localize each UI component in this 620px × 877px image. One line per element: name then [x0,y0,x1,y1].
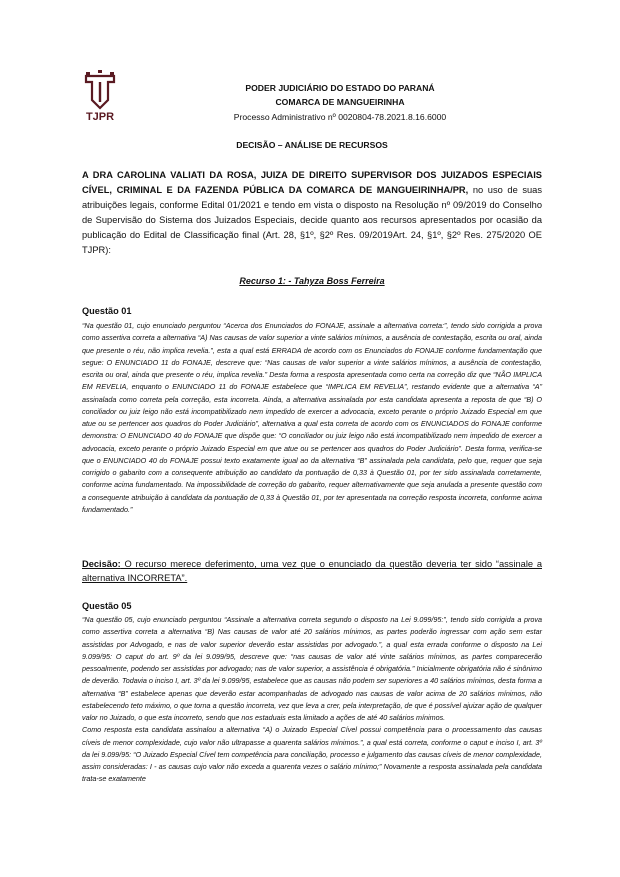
question-01-quote: “Na questão 01, cujo enunciado perguntou “Acerca dos Enunciados do FONAJE, assinale a alternativa correta:”, tendo sido corrigida a prova como assertiva correta a alternativa “A) Nas causas de valor superior a vinte salários mínimos, a ausência de contestação, escrita ou oral, ainda que presente o réu, não implica revelia.”, esta a qual está ERRADA de acordo com os Enunciados do FONAJE conforme fundamentação que segue: O ENUNCIADO 11 do FONAJE, descreve que: “Nas causas de valor superior a vinte salários mínimos, a ausência de contestação, escrita ou oral, ainda que presente o réu, implica revelia.” Desta forma a resposta apresentada como certa na correção diz que “NÃO IMPLICA EM REVELIA, enquanto o ENUNCIADO 11 do FONAJE estabelece que “IMPLICA EM REVELIA”, restando evidente que a alternativa “A” assinalada como correta pela correção, esta incorreta. Ainda, a alternativa assinalada por esta candidata apresenta a reposta de que “B) O conciliador ou juiz leigo não está incompatibilizado nem impedido de exercer a advocacia, exceto perante o próprio Juizado Especial em que atue ou se pertencer aos quadros do Poder Judiciário”, alternativa a qual esta correta de acordo com os ENUNCIADOS do FONAJE conforme demonstra: O ENUNCIADO 40 do FONAJE que dispõe que: “O conciliador ou juiz leigo não está incompatibilizado nem impedido de exercer a advocacia, exceto perante o próprio Juizado Especial em que atue ou se pertencer aos quadros do Poder Judiciário”. Desta forma, verifica-se que o ENUNCIADO 40 do FONAJE possui texto exatamente igual ao da alternativa “B” assinalada pela candidata, pelo que, requer que seja corrigido o gabarito com a consequente atribuição ao candidato da pontuação de 0,33 à Questão 01, por ter sido assinalada corretamente, conforme acima fundamentado. Na impossibilidade de correção do gabarito, requer alternativamente que seja anulada a presente questão com a consequente atribuição à candidata da pontuação de 0,33 à Questão 01, por ter apresentada na correção resposta incorreta, conforme acima fundamentado.” [82,321,542,514]
decision-title: DECISÃO – ANÁLISE DE RECURSOS [236,140,388,150]
tjpr-logo [78,70,122,122]
header-org-line1: PODER JUDICIÁRIO DO ESTADO DO PARANÁ [245,83,435,93]
decision-label: Decisão: [82,559,121,569]
question-01-heading: Questão 01 [82,306,132,316]
decision-paragraph [82,557,542,585]
question-05-quote [82,614,542,786]
question-05-quote-part2: Como resposta esta candidata assinalou a alternativa “A) o Juizado Especial Cível possui competência para o processamento das causas cíveis de menor complexidade, cujo valor não ultrapasse a quarenta salários mínimos.”, a qual está correta, conforme o caput e inciso I, art. 3º da lei 9.099/95: “O Juizado Especial Cível tem competência para conciliação, processo e julgamento das causas cíveis de menor complexidade, assim consideradas: I - as causas cujo valor não exceda a quarenta vezes o salário mínimo;” Novamente a resposta assinalada pela candidata trata-se exatamente [82,725,542,784]
header-org-line2: COMARCA DE MANGUEIRINHA [275,97,405,107]
recurso-heading: Recurso 1: - Tahyza Boss Ferreira [239,276,385,286]
intro-paragraph [82,168,542,258]
header-process-number: Processo Administrativo nº 0020804-78.2021.8.16.6000 [233,112,447,122]
question-05-quote-part1: “Na questão 05, cujo enunciado perguntou “Assinale a alternativa correta segundo o disposto na Lei 9.099/95:”, tendo sido corrigida a prova como assertiva correta a alternativa “B) Nas causas de valor até 20 salários mínimos, as partes poderão ingressar com ação sem estar assistidas por Advogado, e nas de valor superior deverão estar assistidas por advogado.”, a qual esta errada conforme o disposto na Lei 9.099/95: O caput do art. 9º da lei 9.099/95, descreve que: “nas causas de valor até vinte salários mínimos, as partes comparecerão pessoalmente, podendo ser assistidas por advogado; nas de valor superior, a assistência é obrigatória.” Inicialmente obrigatória não é sinônimo de deverão. Todavia o inciso I, art. 3º da lei 9.099/95, estabelece que as causas não podem ser superiores a 40 salários mínimos, desta forma a alternativa “B” estabelece apenas que deverão estar acompanhadas de advogado nas causas de valor acima de 20 salários mínimos, não estabelecendo teto máximo, o que torna a questão incorreta, vez que leva a crer, pela interpretação, de que é possível ajuizar ação de qualquer valor no Juizado, o que esta incorreto, sendo que nos estaduais esta limitado a ações de até 40 salários mínimos. [82,615,542,722]
question-05-heading: Questão 05 [82,601,132,611]
intro-judge-statement: A DRA CAROLINA VALIATI DA ROSA, JUIZA DE DIREITO SUPERVISOR DOS JUIZADOS ESPECIAIS CÍVEL, CRIMINAL E DA FAZENDA PÚBLICA DA COMARCA DE MANGUEIRINHA/PR, [82,170,542,195]
decision-text: O recurso merece deferimento, uma vez que o enunciado da questão deveria ter sido “assinale a alternativa INCORRETA”. [82,559,542,583]
intro-text: no uso de suas atribuições legais, conforme Edital 01/2021 e tendo em vista o disposto na Resolução nº 09/2019 do Conselho de Supervisão do Sistema dos Juizados Especiais, decide quanto aos recursos apresentados por ocasião da publicação do Edital de Classificação final (Art. 28, §1º, §2º Res. 09/2019Art. 24, §1º, §2º Res. 275/2020 OE TJPR): [82,185,542,255]
svg-text:TJPR: TJPR [85,111,115,122]
